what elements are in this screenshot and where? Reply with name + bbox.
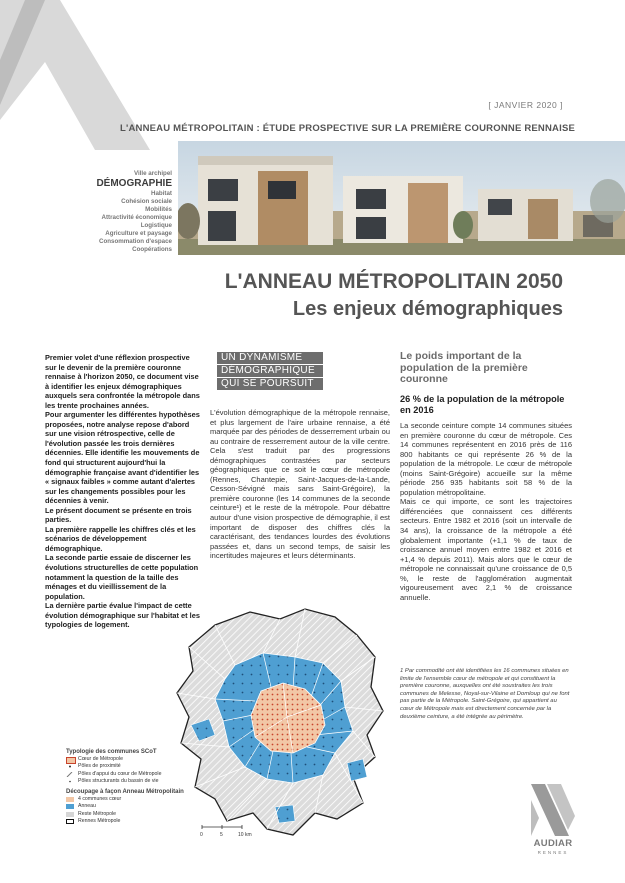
metropole-map bbox=[175, 607, 390, 842]
series-title: L'ANNEAU MÉTROPOLITAIN : ÉTUDE PROSPECTIVE SUR LA PREMIÈRE COURONNE RENNAISE bbox=[120, 123, 576, 134]
legend-label: Pôles d'appui du cœur de Métropole bbox=[78, 770, 162, 777]
section-heading-line: UN DYNAMISME bbox=[217, 352, 323, 364]
side-menu-item: Logistique bbox=[140, 222, 172, 229]
legend-label: Cœur de Métropole bbox=[78, 756, 123, 763]
section2-subheading: 26 % de la population de la métropole en 2016 bbox=[400, 394, 565, 415]
legend-item bbox=[66, 756, 196, 763]
intro-paragraph: La dernière partie évalue l'impact de cette évolution démographique sur l'habitat et les typologies de logement. bbox=[45, 601, 200, 630]
legend-label: Anneau bbox=[78, 803, 96, 810]
map-legend bbox=[66, 747, 196, 825]
audiar-name: AUDIAR bbox=[533, 838, 573, 849]
side-menu-item: Ville archipel bbox=[133, 170, 172, 177]
intro-paragraph: Pour argumenter les différentes hypothèses proposées, notre analyse repose d'abord sur une vision rétrospective, celle de l'évolution passée les trois dernières décennies. Elle identifie les mouvements de fond qui structurent aujourd'hui la démographie française avant d'identifier les « signaux faibles » comme autant d'alertes sur les changements possibles pour les décennies à venir. bbox=[45, 410, 200, 506]
legend-swatch-hatch bbox=[66, 772, 74, 777]
intro-paragraph: Le présent document se présente en trois parties. bbox=[45, 505, 192, 525]
legend-label: 4 communes cœur bbox=[78, 796, 122, 803]
header-photo bbox=[178, 141, 625, 255]
main-title: L'ANNEAU MÉTROPOLITAIN 2050 bbox=[224, 270, 563, 293]
body-paragraph: Mais ce qui importe, ce sont les trajectoires différenciées que connaissent ces différents secteurs. Entre 1982 et 2016 (soit un intervalle de 34 ans), la croissance de la métropole a été globalement importante (+1,1 % de taux de croissance annuel moyen entre 1982 et 2016 et +1,4 % depuis 2011). Mais alors que le cœur de métropole ne connaissait qu'une croissance de 0,5 %, le reste de l'agglomération augmentait vigoureusement avec 2,1 % de croissance annuelle. bbox=[400, 497, 572, 602]
side-menu-item: Attractivité économique bbox=[101, 214, 172, 221]
legend-item bbox=[66, 778, 196, 785]
intro-paragraph: La première rappelle les chiffres clés et les scénarios de développement démographique. bbox=[45, 524, 196, 553]
audiar-logo-icon bbox=[527, 780, 579, 840]
body-paragraph: L'évolution démographique de la métropole rennaise, et plus largement de l'aire urbaine rennaise, a été marquée par des périodes de desserrement urbain ou au contraire de resserrement autour de la ville centre. Cela s'est traduit par des progressions démographiques contrastées par secteurs géographiques que ce soit le cœur de métropole (Rennes, Chantepie, Saint-Jacques-de-la-Lande, Cesson-Sévigné mais sans Saint-Grégoire), la première couronne (les 14 communes de la seconde ceinture¹) et le reste de la métropole. Pour débattre autour d'une vision prospective de démographie, il est important de disposer des chiffres clés la caractérisant, des tendances lourdes des évolutions passées et, dans un second temps, de saisir les incertitudes majeures et leurs déterminants. bbox=[210, 408, 390, 561]
side-menu-item-active: DÉMOGRAPHIE bbox=[96, 178, 172, 189]
legend-swatch-reste bbox=[66, 812, 74, 817]
legend-title: Découpage à façon Anneau Métropolitain bbox=[66, 789, 184, 796]
main-subtitle: Les enjeux démographiques bbox=[292, 298, 563, 320]
side-menu-item: Coopérations bbox=[132, 246, 172, 253]
intro-text bbox=[45, 353, 202, 630]
legend-swatch-outline bbox=[66, 819, 74, 824]
legend-item bbox=[66, 796, 196, 803]
legend-item bbox=[66, 811, 196, 818]
side-menu-item: Agriculture et paysage bbox=[105, 230, 172, 237]
section-heading-line: QUI SE POURSUIT bbox=[217, 378, 323, 390]
legend-swatch-anneau bbox=[66, 804, 74, 809]
legend-label: Pôles structurants du bassin de vie bbox=[78, 777, 159, 784]
audiar-city: RENNES bbox=[537, 850, 569, 855]
intro-paragraph: Premier volet d'une réflexion prospective sur le devenir de la première couronne rennaise à l'horizon 2050, ce document vise à identifier les enjeux démographiques auxquels sera confrontée la métropole dans les trente prochaines années. bbox=[45, 353, 200, 410]
scale-bar bbox=[200, 824, 260, 838]
side-menu-item: Cohésion sociale bbox=[121, 198, 172, 205]
legend-item bbox=[66, 818, 196, 825]
legend-label: Reste Métropole bbox=[78, 810, 117, 817]
legend-item bbox=[66, 763, 196, 770]
side-menu-item: Mobilités bbox=[145, 206, 172, 213]
legend-swatch-dot bbox=[66, 764, 74, 769]
legend-label: Rennes Métropole bbox=[78, 817, 121, 824]
legend-swatch-coeur bbox=[66, 797, 74, 802]
side-menu-item: Habitat bbox=[151, 190, 172, 197]
legend-label: Pôles de proximité bbox=[78, 763, 121, 770]
section2-heading: Le poids important de la population de la première couronne bbox=[400, 350, 528, 385]
footnote: 1 Par commodité ont été identifiées les 16 communes situées en limite de l'ensemble cœur de métropole et qui constituent la première couronne, auxquelles ont été soustraites les trois communes de Melesse, Noyal-sur-Vilaine et Domloup qui ne font pas partie de la Métropole. Saint-Grégoire, qui appartient au cœur de Métropole mais est directement concernée par la deuxième ceinture, a été intégrée au périmètre. bbox=[400, 668, 570, 720]
side-menu-item: Consommation d'espace bbox=[99, 238, 172, 245]
legend-item bbox=[66, 771, 196, 778]
publication-date: [ JANVIER 2020 ] bbox=[488, 100, 563, 110]
section-heading-line: DÉMOGRAPHIQUE bbox=[217, 365, 323, 377]
scale-label: 0 bbox=[200, 832, 203, 838]
section-heading-dynamisme bbox=[217, 352, 323, 391]
legend-title: Typologie des communes SCoT bbox=[66, 749, 157, 755]
side-menu bbox=[60, 170, 172, 254]
scale-label: 10 km bbox=[238, 832, 252, 838]
legend-item bbox=[66, 803, 196, 810]
legend-swatch-dot bbox=[66, 779, 74, 784]
section2-body bbox=[400, 421, 572, 602]
intro-paragraph: La seconde partie essaie de discerner les évolutions structurelles de cette population notamment la question de la taille des ménages et du vieillissement de la population. bbox=[45, 553, 199, 601]
body-paragraph: La seconde ceinture compte 14 communes situées en première couronne du cœur de métropole. Ces 14 communes représentent en 2016 près de 116 800 habitants ce qui représente 26 % de la population de la métropole. Le cœur de métropole (moins Saint-Grégoire) accueille sur la même période 256 935 habitants soit 58 % de la population métropolitaine. bbox=[400, 421, 572, 497]
scale-label: 5 bbox=[220, 832, 223, 838]
section1-body bbox=[210, 408, 390, 561]
